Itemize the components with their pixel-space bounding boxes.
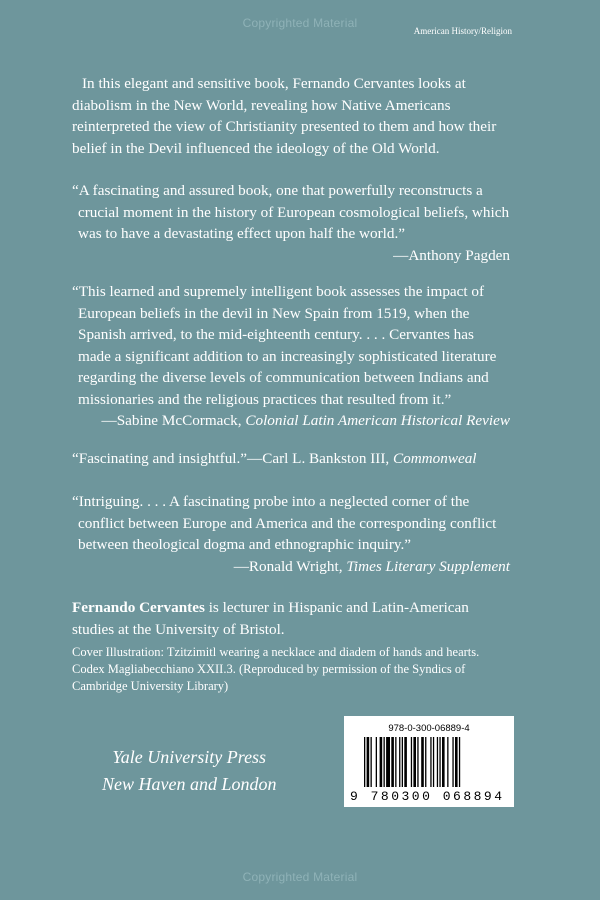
watermark-bottom: Copyrighted Material xyxy=(242,870,358,884)
quote-source: Commonweal xyxy=(392,450,477,467)
quote-author: —Ronald Wright, xyxy=(233,557,347,575)
publisher-location: New Haven and London xyxy=(102,774,277,794)
quote-attribution: —Anthony Pagden xyxy=(393,246,510,264)
quote-text: “A fascinating and assured book, one that powerfully reconstructs a crucial moment in the history of European cosmological beliefs, which was to have a devastating effect upon half the world.” xyxy=(72,182,510,242)
author-bio-body: is lecturer in Hispanic and Latin-American studies at the University of Bristol. xyxy=(72,599,469,638)
watermark-top: Copyrighted Material xyxy=(242,16,358,30)
quote-source: Times Literary Supplement xyxy=(346,557,510,575)
cover-credit: Cover Illustration: Tzitzimitl wearing a necklace and diadem of hands and hearts. Codex Magliabecchiano XXII.3. (Reproduced by permission of the Syndics of Cambridge University Library) xyxy=(72,645,480,693)
quote-author: —Sabine McCormack, xyxy=(101,412,246,429)
quote-body: “Fascinating and insightful.”—Carl L. Bankston III, xyxy=(72,450,393,467)
barcode-bars xyxy=(364,737,504,787)
intro-paragraph xyxy=(72,73,510,159)
review-quote-3 xyxy=(72,448,510,470)
ean-number: 9 780300 068894 xyxy=(350,789,505,804)
author-bio xyxy=(72,597,510,640)
quote-text xyxy=(72,448,510,470)
intro-text: In this elegant and sensitive book, Fernando Cervantes looks at diabolism in the New World, revealing how Native Americans reinterpreted the view of Christianity presented to them and how their belief in the Devil influenced the ideology of the Old World. xyxy=(72,75,497,157)
review-quote-2 xyxy=(72,281,510,432)
quote-attribution xyxy=(72,410,510,432)
category-label: American History/Religion xyxy=(413,26,512,36)
quote-source: Colonial Latin American Historical Review xyxy=(245,412,510,429)
quote-text: “This learned and supremely intelligent book assesses the impact of European beliefs in the devil in New Spain from 1519, when the Spanish arrived, to the mid-eighteenth century. . . . Cervantes has made a significant addition to an increasingly sophisticated literature regarding the diverse levels of communication between Indians and missionaries and the religious practices that resulted from it.” xyxy=(72,283,497,408)
quote-attribution xyxy=(72,556,510,578)
publisher-block xyxy=(102,744,277,798)
isbn-number: 978-0-300-06889-4 xyxy=(388,723,470,734)
review-quote-1 xyxy=(72,180,510,266)
isbn-barcode xyxy=(344,716,514,807)
author-name: Fernando Cervantes xyxy=(72,599,205,616)
quote-text: “Intriguing. . . . A fascinating probe into a neglected corner of the conflict between Europe and America and the corresponding conflict between theological dogma and ethnographic inquiry.” xyxy=(72,493,497,553)
publisher-name: Yale University Press xyxy=(112,747,267,767)
review-quote-4 xyxy=(72,491,510,577)
author-bio-text xyxy=(72,597,510,640)
